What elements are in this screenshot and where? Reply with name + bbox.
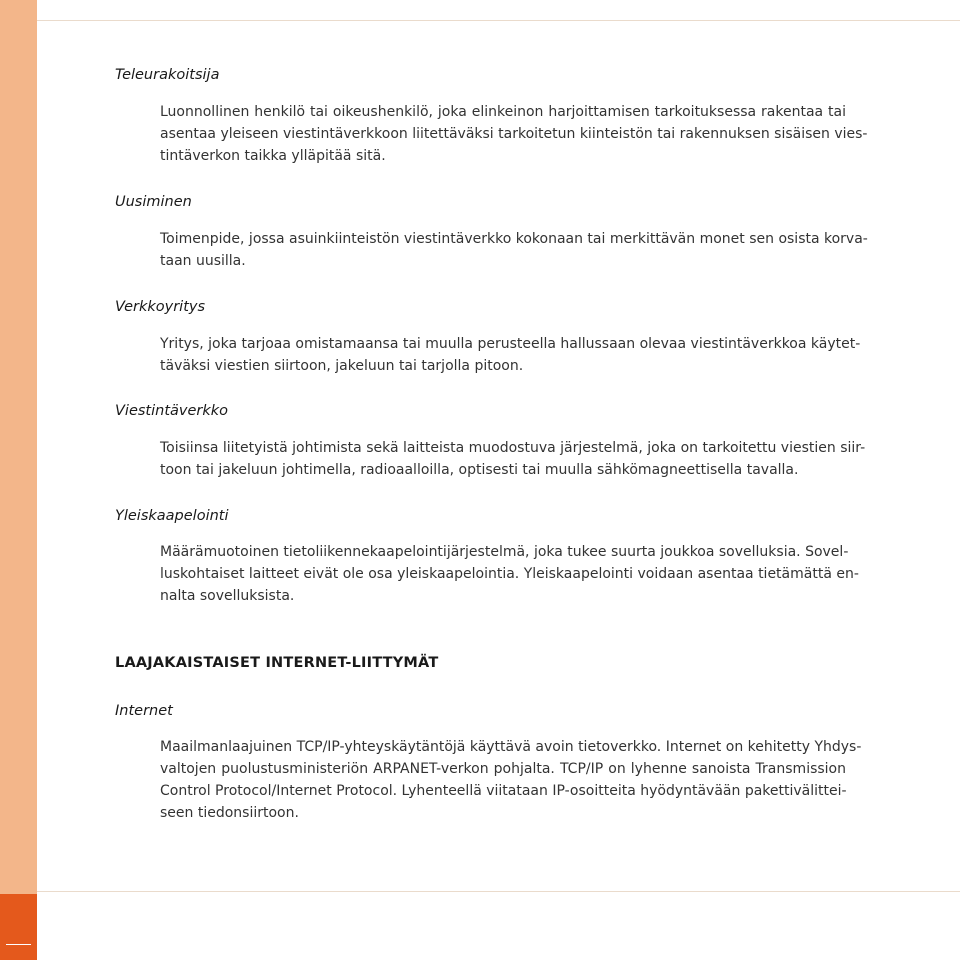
- definition-line: Luonnollinen henkilö tai oikeushenkilö, joka elinkeinon harjoittamisen tarkoituksessa rakentaa tai: [160, 104, 846, 120]
- term-internet: Internet: [115, 703, 173, 719]
- definition-line: Yritys, joka tarjoaa omistamaansa tai muulla perusteella hallussaan olevaa viestintäverkkoa käytet-: [160, 336, 861, 352]
- definition-line: Maailmanlaajuinen TCP/IP-yhteyskäytäntöjä käyttävä avoin tietoverkko. Internet on kehitetty Yhdys-: [160, 739, 862, 755]
- definition-line: toon tai jakeluun johtimella, radioaalloilla, optisesti tai muulla sähkömagneettisella tavalla.: [160, 462, 799, 478]
- page-margin-bar: [0, 0, 37, 894]
- definition-line: asentaa yleiseen viestintäverkkoon liitettäväksi tarkoitetun kiinteistön tai rakennuksen sisäisen vies-: [160, 126, 868, 142]
- definition-line: Toimenpide, jossa asuinkiinteistön viestintäverkko kokonaan tai merkittävän monet sen osista korva-: [160, 231, 868, 247]
- definition-line: seen tiedonsiirtoon.: [160, 805, 299, 821]
- definition-line: täväksi viestien siirtoon, jakeluun tai tarjolla pitoon.: [160, 358, 524, 374]
- term-viestintaverkko: Viestintäverkko: [115, 403, 229, 419]
- definition-line: valtojen puolustusministeriön ARPANET-verkon pohjalta. TCP/IP on lyhenne sanoista Transmission: [160, 761, 846, 777]
- definition-line: nalta sovelluksista.: [160, 588, 295, 604]
- definition-teleurakoitsija: [160, 101, 868, 167]
- definition-line: Toisiinsa liitetyistä johtimista sekä laitteista muodostuva järjestelmä, joka on tarkoitettu viestien siir-: [160, 440, 866, 456]
- definition-internet: [160, 736, 862, 824]
- term-verkkoyritys: Verkkoyritys: [115, 299, 206, 315]
- term-yleiskaapelointi: Yleiskaapelointi: [115, 508, 229, 524]
- definition-line: luskohtaiset laitteet eivät ole osa yleiskaapelointia. Yleiskaapelointi voidaan asentaa tietämättä en-: [160, 566, 859, 582]
- definition-line: taan uusilla.: [160, 253, 246, 269]
- definition-uusiminen: [160, 228, 868, 272]
- definition-line: Control Protocol/Internet Protocol. Lyhenteellä viitataan IP-osoitteita hyödyntävään pakettivälittei-: [160, 783, 847, 799]
- definition-yleiskaapelointi: [160, 541, 859, 607]
- header-rule: [37, 20, 960, 21]
- term-uusiminen: Uusiminen: [115, 194, 192, 210]
- definition-viestintaverkko: [160, 437, 866, 481]
- definition-line: tintäverkon taikka ylläpitää sitä.: [160, 148, 386, 164]
- page-margin-tab: [0, 894, 37, 960]
- definition-verkkoyritys: [160, 333, 861, 377]
- section-heading: LAAJAKAISTAISET INTERNET-LIITTYMÄT: [115, 655, 439, 671]
- definition-line: Määrämuotoinen tietoliikennekaapelointijärjestelmä, joka tukee suurta joukkoa sovelluksia. Sovel-: [160, 544, 849, 560]
- footer-rule: [37, 891, 960, 892]
- page-margin-tab-line: [6, 944, 31, 945]
- term-teleurakoitsija: Teleurakoitsija: [115, 67, 220, 83]
